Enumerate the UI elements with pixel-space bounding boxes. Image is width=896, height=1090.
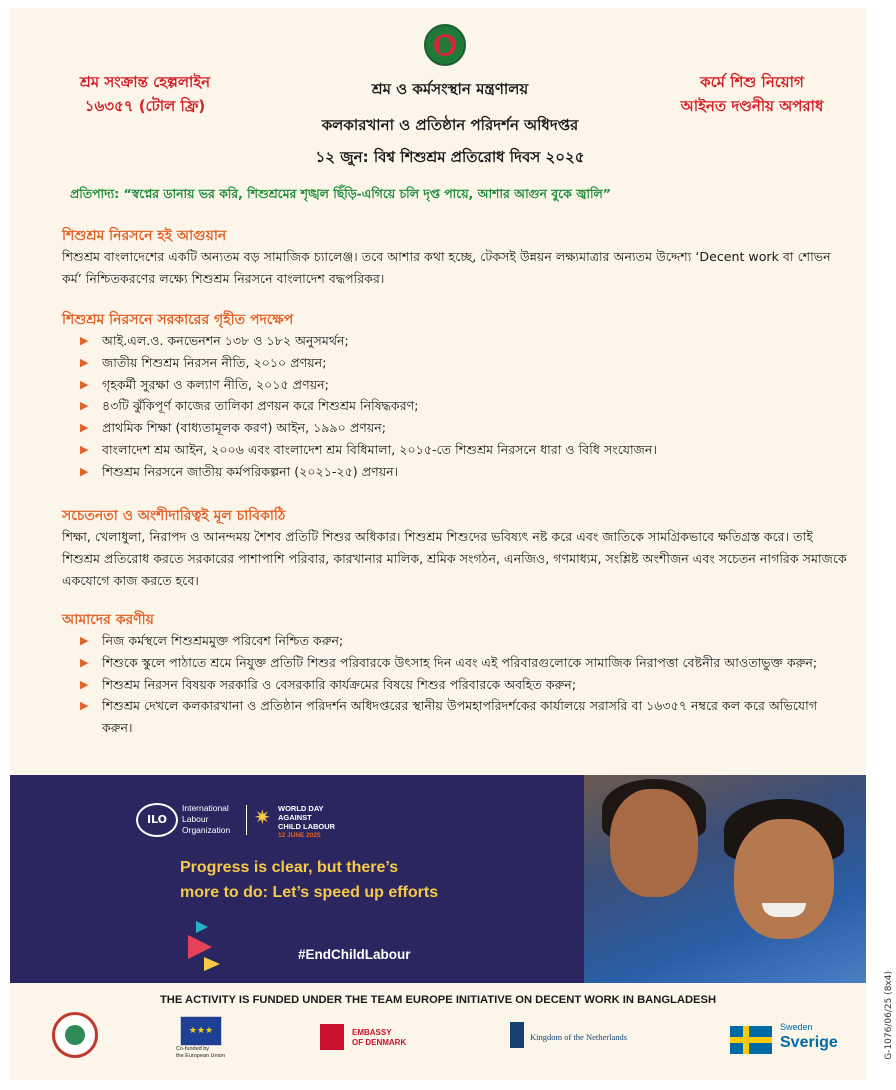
event-date: ১২ জুন: বিশ্ব শিশুশ্রম প্রতিরোধ দিবস ২০২৫ — [315, 148, 585, 166]
action-items-list — [80, 630, 850, 739]
bullet-arrow-icon: ▶ — [80, 442, 89, 456]
world-day-logo-text: WORLD DAY AGAINST CHILD LABOUR 12 JUNE 2025 — [278, 804, 336, 839]
department-title: কলকারখানা ও প্রতিষ্ঠান পরিদর্শন অধিদপ্তর — [321, 116, 579, 134]
poster — [10, 8, 866, 1080]
helpline-number: ১৬৩৫৭ (টোল ফ্রি) — [84, 97, 206, 115]
legal-notice-line2: আইনত দণ্ডনীয় অপরাধ — [680, 97, 824, 115]
helpline-title: শ্রম সংক্রান্ত হেল্পলাইন — [79, 73, 211, 91]
bullet-arrow-icon: ▶ — [80, 655, 89, 669]
logo-divider — [246, 805, 247, 835]
list-item: ▶ শিশুকে স্কুলে পাঠাতে শ্রমে নিযুক্ত প্রতিটি শিশুর পরিবারকে উৎসাহ দিন এবং এই পরিবারগুলোকে সামাজিক নিরাপত্তা বেষ্টনীর আওতাভুক্ত করুন; — [80, 652, 850, 674]
theme-slogan: প্রতিপাদ্য: “স্বপ্নের ডানায় ভর করি, শিশুশ্রমের শৃঙ্খল ছিঁড়ি-এগিয়ে চলি দৃপ্ত পায়ে, আশার আগুন বুকে জ্বালি” — [70, 186, 611, 201]
bullet-arrow-icon: ▶ — [80, 677, 89, 691]
section-heading: শিশুশ্রম নিরসনে হই আগুয়ান — [62, 228, 227, 244]
list-item: ▶ জাতীয় শিশুশ্রম নিরসন নীতি, ২০১০ প্রণয়ন; — [80, 352, 850, 374]
bullet-arrow-icon: ▶ — [80, 334, 89, 347]
list-item: ▶ আই.এল.ও. কনভেনশন ১৩৮ ও ১৮২ অনুসমর্থন; — [80, 330, 850, 352]
section-heading: আমাদের করণীয় — [62, 612, 154, 628]
legal-notice — [642, 70, 862, 118]
sverige-label: Sverige — [780, 1034, 838, 1051]
bullet-arrow-icon: ▶ — [80, 634, 89, 647]
helpline-notice — [50, 70, 240, 118]
list-item: ▶ শিশুশ্রম নিরসনে জাতীয় কর্মপরিকল্পনা (২০২১-২৫) প্রণয়ন। — [80, 461, 850, 483]
bullet-arrow-icon: ▶ — [80, 399, 89, 413]
government-seal-icon — [424, 24, 466, 66]
denmark-crest-icon — [320, 1024, 344, 1050]
campaign-tagline: Progress is clear, but there’s more to do: Let’s speed up efforts — [180, 859, 439, 901]
children-photo — [584, 775, 866, 983]
list-item: ▶ শিশুশ্রম দেখলে কলকারখানা ও প্রতিষ্ঠান পরিদর্শন অধিদপ্তরের স্থানীয় উপমহাপরিদর্শকের কার্যালয়ে সরাসরি বা ১৬৩৫৭ নম্বরে কল করে অভিযোগ করুন। — [80, 695, 850, 739]
play-triangles-icon — [186, 921, 228, 971]
eu-label: Co-funded by the European Union — [176, 1046, 225, 1059]
ministry-title: শ্রম ও কর্মসংস্থান মন্ত্রণালয় — [371, 80, 529, 98]
funding-statement: THE ACTIVITY IS FUNDED UNDER THE TEAM EUROPE INITIATIVE ON DECENT WORK IN BANGLADESH — [159, 994, 717, 1006]
bullet-arrow-icon: ▶ — [80, 699, 89, 713]
ilo-campaign-banner — [10, 775, 866, 983]
list-item: ▶ ৪৩টি ঝুঁকিপূর্ণ কাজের তালিকা প্রণয়ন করে শিশুশ্রম নিষিদ্ধকরণ; — [80, 395, 850, 417]
list-item: ▶ গৃহকর্মী সুরক্ষা ও কল্যাণ নীতি, ২০১৫ প্রণয়ন; — [80, 374, 850, 396]
publication-code: G-1076/06/25 (8x4) — [884, 971, 894, 1060]
bullet-arrow-icon: ▶ — [80, 355, 89, 369]
bullet-arrow-icon: ▶ — [80, 464, 89, 478]
list-item: ▶ নিজ কর্মস্থলে শিশুশ্রমমুক্ত পরিবেশ নিশ্চিত করুন; — [80, 630, 850, 652]
ilo-name: International Labour Organization — [182, 803, 231, 835]
list-item: ▶ শিশুশ্রম নিরসন বিষয়ক সরকারি ও বেসরকারি কার্যক্রমের বিষয়ে শিশুর পরিবারকে অবহিত করুন; — [80, 674, 850, 696]
bullet-arrow-icon: ▶ — [80, 377, 89, 391]
list-item: ▶ বাংলাদেশ শ্রম আইন, ২০০৬ এবং বাংলাদেশ শ্রম বিধিমালা, ২০১৫-তে শিশুশ্রম নিরসনে ধারা ও বিধি সংযোজন। — [80, 439, 850, 461]
netherlands-ribbon-icon — [510, 1022, 524, 1048]
section-heading: শিশুশ্রম নিরসনে সরকারের গৃহীত পদক্ষেপ — [62, 312, 294, 328]
netherlands-label: Kingdom of the Netherlands — [530, 1032, 628, 1042]
pinwheel-icon: ✷ — [254, 805, 271, 829]
sweden-label: Sweden — [780, 1022, 813, 1032]
government-steps-list — [80, 330, 850, 483]
legal-notice-line1: কর্মে শিশু নিয়োগ — [700, 73, 804, 91]
margin-strip — [866, 8, 896, 1080]
bullet-arrow-icon: ▶ — [80, 421, 89, 435]
ilo-logo-icon: ILO — [136, 803, 178, 837]
campaign-hashtag: #EndChildLabour — [298, 947, 411, 962]
denmark-label: EMBASSY OF DENMARK — [352, 1028, 407, 1047]
section-paragraph: শিক্ষা, খেলাধুলা, নিরাপদ ও আনন্দময় শৈশব প্রতিটি শিশুর অধিকার। শিশুশ্রম শিশুদের ভবিষ্যৎ নষ্ট করে এবং জাতিকে সামগ্রিকভাবে ক্ষতিগ্রস্ত করে। তাই শিশুশ্রম প্রতিরোধ করতে সরকারের পাশাপাশি পরিবার, কারখানার মালিক, শ্রমিক সংগঠন, এনজিও, গণমাধ্যম, সংশ্লিষ্ট অংশীজন এবং সচেতন নাগরিক সমাজকে একযোগে কাজ করতে হবে। — [62, 529, 847, 588]
section-paragraph: শিশুশ্রম বাংলাদেশের একটি অন্যতম বড় সামাজিক চ্যালেঞ্জ। তবে আশার কথা হচ্ছে, টেকসই উন্নয়ন লক্ষ্যমাত্রার অন্যতম উদ্দেশ্য ‘Decent work বা শোভন কর্ম’ নিশ্চিতকরণের লক্ষ্যে শিশুশ্রম নিরসনে বাংলাদেশ বদ্ধপরিকর। — [62, 249, 831, 286]
dife-logo-icon — [52, 1012, 98, 1058]
list-item: ▶ প্রাথমিক শিক্ষা (বাধ্যতামূলক করণ) আইন, ১৯৯০ প্রণয়ন; — [80, 417, 850, 439]
eu-flag-icon: ★★★ — [180, 1016, 222, 1046]
section-heading: সচেতনতা ও অংশীদারিত্বই মূল চাবিকাঠি — [62, 508, 286, 524]
